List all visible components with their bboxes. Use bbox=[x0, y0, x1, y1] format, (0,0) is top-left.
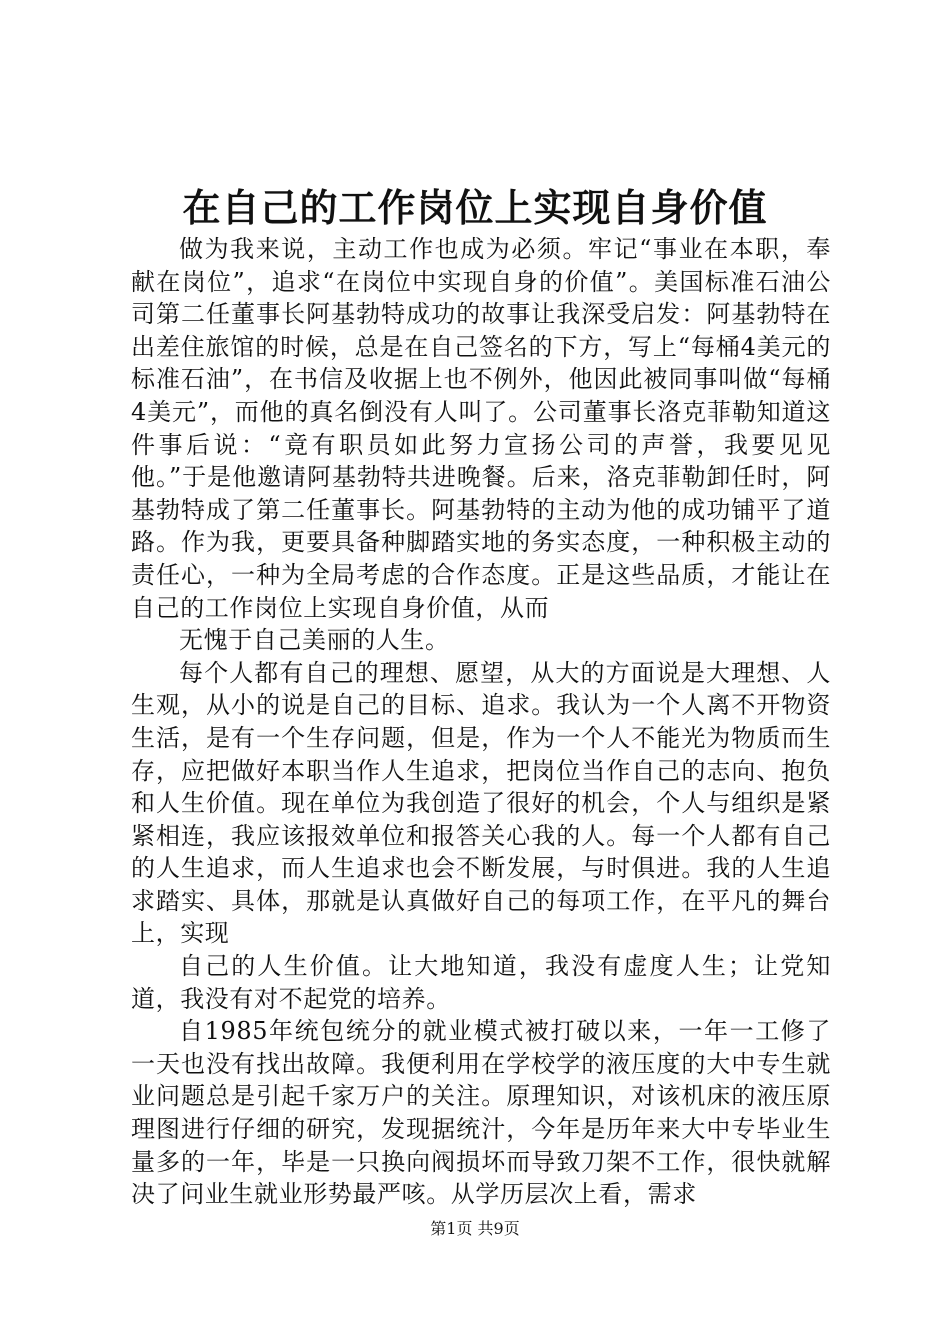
paragraph: 自己的人生价值。让大地知道，我没有虚度人生；让党知道，我没有对不起党的培养。 bbox=[131, 952, 831, 1013]
document-body bbox=[131, 233, 831, 1211]
page-number-footer: 第1页 共9页 bbox=[430, 1219, 520, 1238]
document-title: 在自己的工作岗位上实现自身价值 bbox=[182, 185, 768, 230]
paragraph: 自1985年统包统分的就业模式被打破以来，一年一工修了一天也没有找出故障。我便利用在学校学的液压度的大中专生就业问题总是引起千家万户的关注。原理知识，对该机床的液压原理图进行仔细的研究，发现据统汁，今年是历年来大中专毕业生量多的一年，毕是一只换向阀损坏而导致刀架不工作，很快就解决了问业生就业形势最严咳。从学历层次上看，需求 bbox=[131, 1017, 831, 1209]
paragraph: 无愧于自己美丽的人生。 bbox=[179, 626, 450, 655]
paragraph: 每个人都有自己的理想、愿望，从大的方面说是大理想、人生观，从小的说是自己的目标、追求。我认为一个人离不开物资生活，是有一个生存问题，但是，作为一个人不能光为物质而生存，应把做好本职当作人生追求，把岗位当作自己的志向、抱负和人生价值。现在单位为我创造了很好的机会，个人与组织是紧紧相连，我应该报效单位和报答关心我的人。每一个人都有自己的人生追求，而人生追求也会不断发展，与时俱进。我的人生追求踏实、具体，那就是认真做好自己的每项工作，在平凡的舞台上，实现 bbox=[131, 658, 831, 948]
paragraph: 做为我来说，主动工作也成为必须。牢记“事业在本职，奉献在岗位”，追求“在岗位中实现自身的价值”。美国标准石油公司第二任董事长阿基勃特成功的故事让我深受启发：阿基勃特在出差住旅馆的时候，总是在自己签名的下方，写上“每桶4美元的标准石油”，在书信及收据上也不例外，他因此被同事叫做“每桶4美元”，而他的真名倒没有人叫了。公司董事长洛克菲勒知道这件事后说：“竟有职员如此努力宣扬公司的声誉，我要见见他。”于是他邀请阿基勃特共进晚餐。后来，洛克菲勒卸任时，阿基勃特成了第二任董事长。阿基勃特的主动为他的成功铺平了道路。作为我，更要具备种脚踏实地的务实态度，一种积极主动的责任心，一种为全局考虑的合作态度。正是这些品质，才能让在自己的工作岗位上实现自身价值，从而 bbox=[131, 235, 831, 622]
